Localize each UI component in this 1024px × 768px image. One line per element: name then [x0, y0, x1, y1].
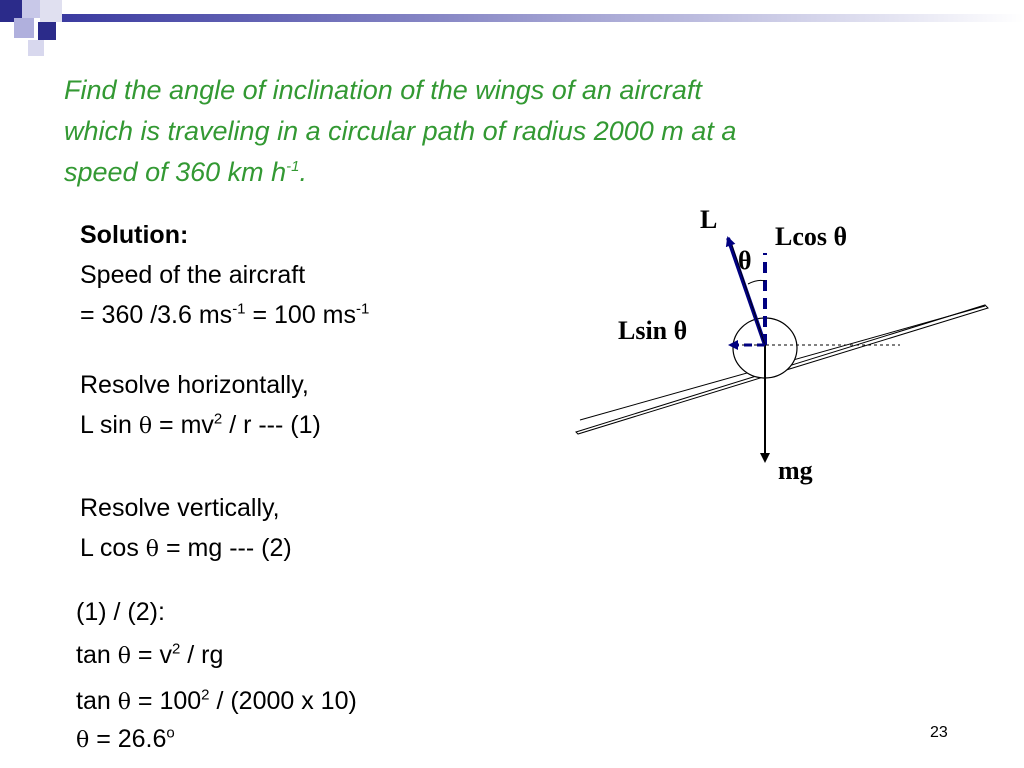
header-gradient-bar: [60, 14, 1024, 22]
r-eq2-post: / (2000 x 10): [209, 687, 357, 715]
h-eq-post: / r --- (1): [222, 411, 321, 439]
r-eq1-pre: tan: [76, 641, 118, 669]
speed-eq-sup1: -1: [232, 300, 246, 318]
v-eq-pre: L cos: [80, 534, 146, 562]
horizontal-equation: [80, 410, 321, 442]
result-equation: [76, 724, 175, 756]
label-Lsin: Lsin θ: [618, 316, 688, 345]
result-degree: o: [166, 724, 175, 742]
h-eq-theta: θ: [138, 414, 153, 439]
speed-eq-part1: = 360 /3.6 ms: [80, 301, 233, 329]
horizontal-label: Resolve horizontally,: [80, 371, 309, 399]
theta-arc: [748, 280, 765, 284]
speed-eq-sup2: -1: [356, 300, 370, 318]
title-line-3-text: speed of 360 km h: [64, 157, 287, 187]
deco-square-3: [40, 0, 62, 22]
speed-equation: [80, 300, 369, 330]
h-eq-pre: L sin: [80, 411, 139, 439]
r-eq2-sup: 2: [201, 686, 210, 704]
title-line-3-sup: -1: [286, 158, 300, 175]
solution-heading-text: Solution:: [80, 221, 189, 249]
deco-square-2: [22, 0, 40, 18]
result-theta: θ: [76, 728, 90, 753]
h-eq-sup: 2: [213, 410, 223, 428]
vertical-equation: [80, 533, 292, 565]
force-diagram: [560, 195, 1000, 485]
ratio-label: (1) / (2):: [76, 598, 165, 626]
title-line-3: [64, 152, 964, 193]
label-theta: θ: [738, 246, 752, 275]
h-eq-mid: = mv: [152, 411, 214, 439]
r-eq2-pre: tan: [76, 687, 118, 715]
vertical-label: Resolve vertically,: [80, 494, 280, 522]
r-eq1-mid: = v: [130, 641, 172, 669]
result-value: = 26.6: [89, 725, 167, 753]
title-line-3-end: .: [299, 157, 308, 187]
v-eq-theta: θ: [145, 537, 160, 562]
r-eq1-post: / rg: [180, 641, 224, 669]
speed-eq-part2: = 100 ms: [245, 301, 357, 329]
speed-label: Speed of the aircraft: [80, 261, 306, 289]
deco-square-5: [38, 22, 56, 40]
solution-heading: [80, 220, 188, 250]
v-eq-post: = mg --- (2): [159, 534, 292, 562]
title-line-1: Find the angle of inclination of the wings of an aircraft: [64, 75, 702, 105]
ratio-equation-2: [76, 686, 357, 718]
label-Lcos: Lcos θ: [775, 222, 848, 251]
r-eq2-theta: θ: [117, 690, 131, 715]
ratio-equation-1: [76, 640, 223, 672]
label-mg: mg: [778, 456, 813, 485]
problem-statement: [64, 70, 964, 193]
header-decoration: [0, 0, 1024, 60]
deco-square-6: [28, 40, 44, 56]
r-eq1-theta: θ: [117, 644, 131, 669]
title-line-2: which is traveling in a circular path of radius 2000 m at a: [64, 116, 737, 146]
deco-square-4: [14, 18, 34, 38]
r-eq1-sup: 2: [171, 640, 181, 658]
label-L: L: [700, 205, 718, 234]
r-eq2-mid: = 100: [130, 687, 202, 715]
page-number: 23: [930, 724, 948, 741]
